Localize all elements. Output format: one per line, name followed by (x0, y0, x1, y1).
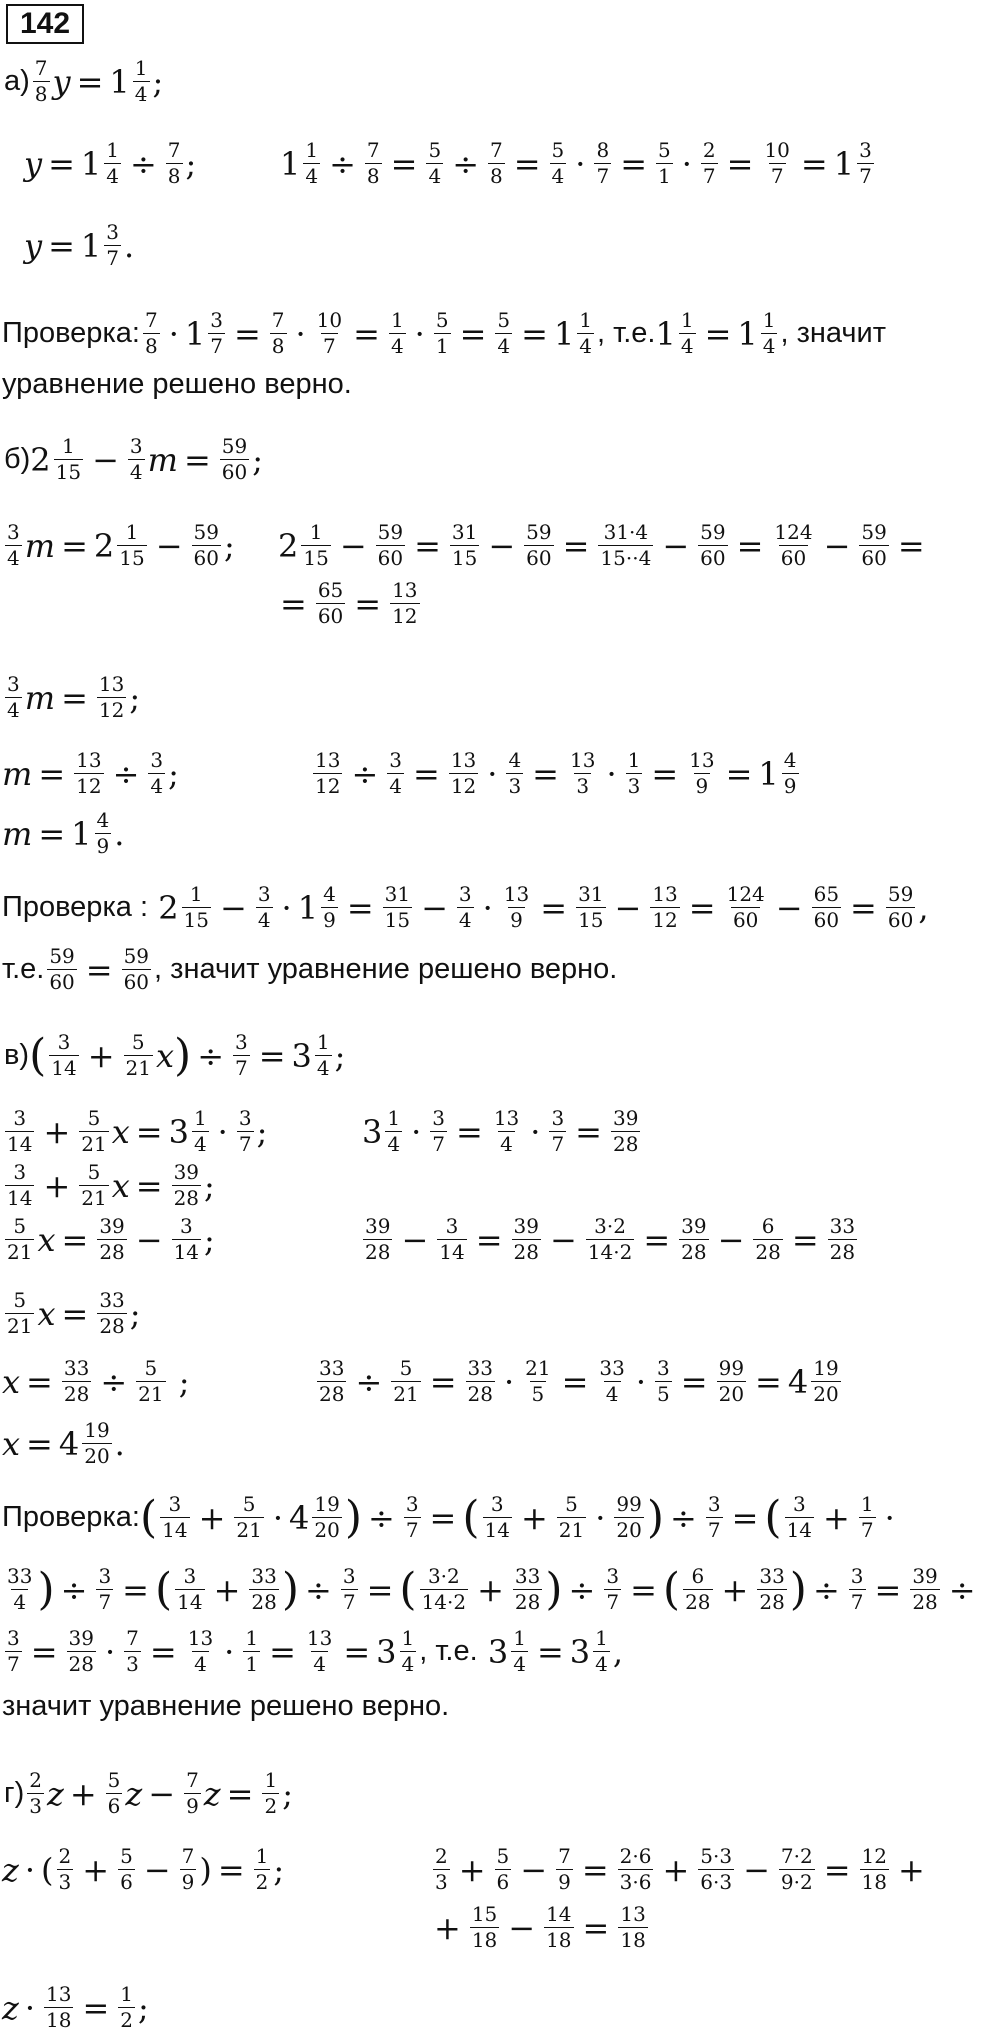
part-g-calc-1: $\frac{2}{3}$ + $\frac{5}{6}$ − $\frac{7}{9}$ = $\frac{2\cdot 6}{3\cdot 6}$ + $\frac{5\cdot 3}{6\cdot 3}$ − $\frac{7\cdot 2}{9\cdot 2}$ = $\frac{12}{18}$ + (435, 1844, 925, 1894)
part-v-step-4: $\frac{5}{21}$ x = $\frac{33}{28}$ ; (7, 1288, 141, 1338)
part-b-check: Проверка : 2 $\frac{1}{15}$ − $\frac{3}{4}$ · 1 $\frac{4}{9}$ = $\frac{31}{15}$ − $\frac{3}{4}$ · $\frac{13}{9}$ = $\frac{31}{15}$ − $\frac{13}{12}$ = $\frac{124}{60}$ − $\frac{65}{60}$ = $\frac{59}{60}$ , (2, 882, 929, 932)
part-v-ie: , т.е. (419, 1635, 478, 1667)
part-b-check-label: Проверка : (2, 891, 149, 923)
part-v-calc-3: $\frac{33}{28}$ ÷ $\frac{5}{21}$ = $\frac{33}{28}$ · $\frac{21}{5}$ = $\frac{33}{4}$ · $\frac{3}{5}$ = $\frac{99}{20}$ = 4 $\frac{19}{20}$ (319, 1356, 839, 1406)
part-v-check-end: значит уравнение решено верно. (2, 1690, 450, 1722)
part-a-label: а) (4, 65, 30, 97)
part-v-label: в) (4, 1039, 30, 1071)
part-v-calc-1: 3 $\frac{1}{4}$ · $\frac{3}{7}$ = $\frac{13}{4}$ · $\frac{3}{7}$ = $\frac{39}{28}$ (362, 1106, 639, 1156)
part-b-check-end: , значит уравнение решено верно. (154, 953, 618, 985)
part-g-calc-1-cont: + $\frac{15}{18}$ − $\frac{14}{18}$ = $\frac{13}{18}$ (434, 1902, 646, 1952)
part-g-step-1: z · ( $\frac{2}{3}$ + $\frac{5}{6}$ − $\frac{7}{9}$ ) = $\frac{1}{2}$ ; (2, 1844, 285, 1894)
part-b-label: б) (4, 443, 31, 475)
part-v-step-3: $\frac{5}{21}$ x = $\frac{39}{28}$ − $\frac{3}{14}$ ; (7, 1214, 215, 1264)
part-b-step-3: m = $\frac{13}{12}$ ÷ $\frac{3}{4}$ ; (2, 748, 179, 798)
part-g-label: г) (4, 1777, 25, 1809)
part-g-step-2: z · $\frac{13}{18}$ = $\frac{1}{2}$ ; (2, 1982, 149, 2032)
part-a-step-1: y = 1 $\frac{1}{4}$ ÷ $\frac{7}{8}$ ; (24, 138, 197, 188)
part-a-check-end: уравнение решено верно. (2, 368, 352, 400)
part-v-check-3: $\frac{3}{7}$ = $\frac{39}{28}$ · $\frac{7}{3}$ = $\frac{13}{4}$ · $\frac{1}{1}$ = $\frac{13}{4}$ = 3 $\frac{1}{4}$ , т.е. 3 $\frac{1}{4}$ = 3 $\frac{1}{4}$ , (7, 1626, 624, 1676)
part-v-step-1: $\frac{3}{14}$ + $\frac{5}{21}$ x = 3 $\frac{1}{4}$ · $\frac{3}{7}$ ; (7, 1106, 268, 1156)
part-a-ie: , т.е. (597, 317, 656, 349)
part-a-znachit: , значит (780, 317, 886, 349)
part-v-step-2: $\frac{3}{14}$ + $\frac{5}{21}$ x = $\frac{39}{28}$ ; (7, 1160, 215, 1210)
part-v-equation: в) ( $\frac{3}{14}$ + $\frac{5}{21}$ x ) ÷ $\frac{3}{7}$ = 3 $\frac{1}{4}$ ; (4, 1029, 346, 1081)
part-a-check: Проверка: $\frac{7}{8}$ · 1 $\frac{3}{7}$ = $\frac{7}{8}$ · $\frac{10}{7}$ = $\frac{1}{4}$ · $\frac{5}{1}$ = $\frac{5}{4}$ = 1 $\frac{1}{4}$ , т.е. 1 $\frac{1}{4}$ = 1 $\frac{1}{4}$ , значит (2, 308, 886, 358)
part-v-check-2: $\frac{33}{4}$ ) ÷ $\frac{3}{7}$ = ( $\frac{3}{14}$ + $\frac{33}{28}$ ) ÷ $\frac{3}{7}$ = ( $\frac{3\cdot 2}{14\cdot 2}$ + $\frac{33}{28}$ ) ÷ $\frac{3}{7}$ = ( $\frac{6}{28}$ + $\frac{33}{28}$ ) ÷ $\frac{3}{7}$ = $\frac{39}{28}$ ÷ (7, 1563, 976, 1615)
part-a-calc-1: 1 $\frac{1}{4}$ ÷ $\frac{7}{8}$ = $\frac{5}{4}$ ÷ $\frac{7}{8}$ = $\frac{5}{4}$ · $\frac{8}{7}$ = $\frac{5}{1}$ · $\frac{2}{7}$ = $\frac{10}{7}$ = 1 $\frac{3}{7}$ (280, 138, 872, 188)
part-b-calc-2: $\frac{13}{12}$ ÷ $\frac{3}{4}$ = $\frac{13}{12}$ · $\frac{4}{3}$ = $\frac{13}{3}$ · $\frac{1}{3}$ = $\frac{13}{9}$ = 1 $\frac{4}{9}$ (315, 748, 797, 798)
part-a-check-label: Проверка: (2, 317, 140, 349)
part-v-check-1: Проверка: ( $\frac{3}{14}$ + $\frac{5}{21}$ · 4 $\frac{19}{20}$ ) ÷ $\frac{3}{7}$ = ( $\frac{3}{14}$ + $\frac{5}{21}$ · $\frac{99}{20}$ ) ÷ $\frac{3}{7}$ = ( $\frac{3}{14}$ + $\frac{1}{7}$ · (2, 1491, 895, 1543)
part-b-step-1: $\frac{3}{4}$ m = 2 $\frac{1}{15}$ − $\frac{59}{60}$ ; (7, 520, 235, 570)
part-a-result: y = 1 $\frac{3}{7}$ . (24, 220, 135, 270)
task-number-box: 142 (6, 4, 84, 44)
part-b-step-2: $\frac{3}{4}$ m = $\frac{13}{12}$ ; (7, 672, 141, 722)
part-b-check-2: т.е. $\frac{59}{60}$ = $\frac{59}{60}$ , значит уравнение решено верно. (2, 944, 618, 994)
part-v-check-label: Проверка: (2, 1501, 140, 1533)
part-v-result: x = 4 $\frac{19}{20}$ . (2, 1418, 125, 1468)
part-v-step-5: x = $\frac{33}{28}$ ÷ $\frac{5}{21}$ ; (2, 1356, 190, 1406)
part-b-calc-1-cont: = $\frac{65}{60}$ = $\frac{13}{12}$ (280, 578, 418, 628)
part-b-calc-1: 2 $\frac{1}{15}$ − $\frac{59}{60}$ = $\frac{31}{15}$ − $\frac{59}{60}$ = $\frac{31\cdot 4}{15\cdot\cdot 4}$ − $\frac{59}{60}$ = $\frac{124}{60}$ − $\frac{59}{60}$ = (278, 520, 925, 570)
part-g-equation: г) $\frac{2}{3}$ z + $\frac{5}{6}$ z − $\frac{7}{9}$ z = $\frac{1}{2}$ ; (4, 1768, 293, 1818)
part-b-result: m = 1 $\frac{4}{9}$ . (2, 808, 125, 858)
part-a-equation: а) $\frac{7}{8}$ y = 1 $\frac{1}{4}$ ; (4, 56, 164, 106)
part-b-equation: б) 2 $\frac{1}{15}$ − $\frac{3}{4}$ m = $\frac{59}{60}$ ; (4, 434, 264, 484)
part-v-calc-2: $\frac{39}{28}$ − $\frac{3}{14}$ = $\frac{39}{28}$ − $\frac{3\cdot 2}{14\cdot 2}$ = $\frac{39}{28}$ − $\frac{6}{28}$ = $\frac{33}{28}$ (365, 1214, 856, 1264)
part-b-ie: т.е. (2, 953, 45, 985)
